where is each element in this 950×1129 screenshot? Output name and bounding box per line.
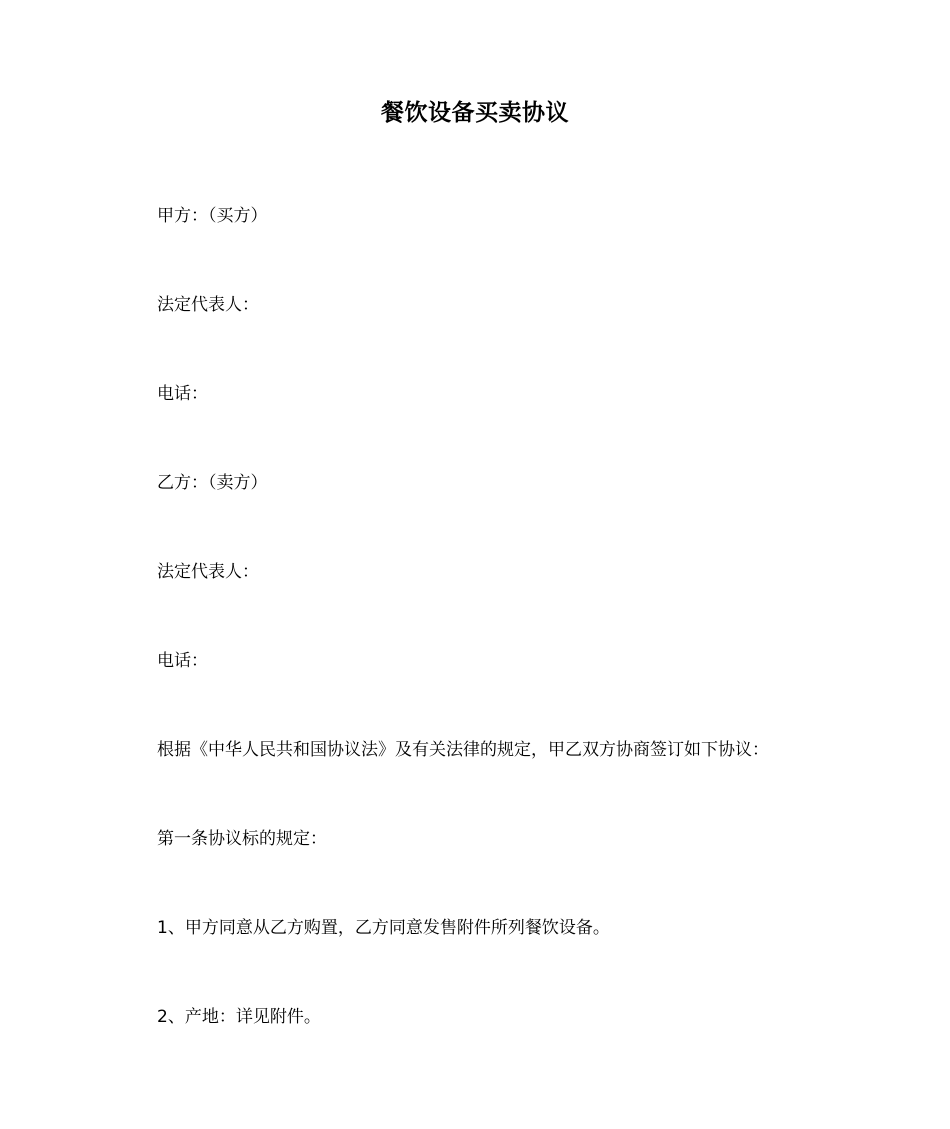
- party-b-representative-line: 法定代表人：: [157, 562, 259, 582]
- document-title: 餐饮设备买卖协议: [381, 100, 569, 126]
- clause-2-paragraph: 2、产地：详见附件。: [157, 1007, 321, 1027]
- clause-1-paragraph: 1、甲方同意从乙方购置，乙方同意发售附件所列餐饮设备。: [157, 918, 610, 938]
- article-one-heading: 第一条协议标的规定：: [157, 829, 327, 849]
- party-b-phone-line: 电话：: [157, 651, 208, 671]
- party-b-line: 乙方：（卖方）: [157, 473, 268, 493]
- party-a-representative-line: 法定代表人：: [157, 295, 259, 315]
- party-a-line: 甲方：（买方）: [157, 206, 268, 226]
- preamble-paragraph: 根据《中华人民共和国协议法》及有关法律的规定，甲乙双方协商签订如下协议：: [157, 740, 769, 760]
- party-a-phone-line: 电话：: [157, 384, 208, 404]
